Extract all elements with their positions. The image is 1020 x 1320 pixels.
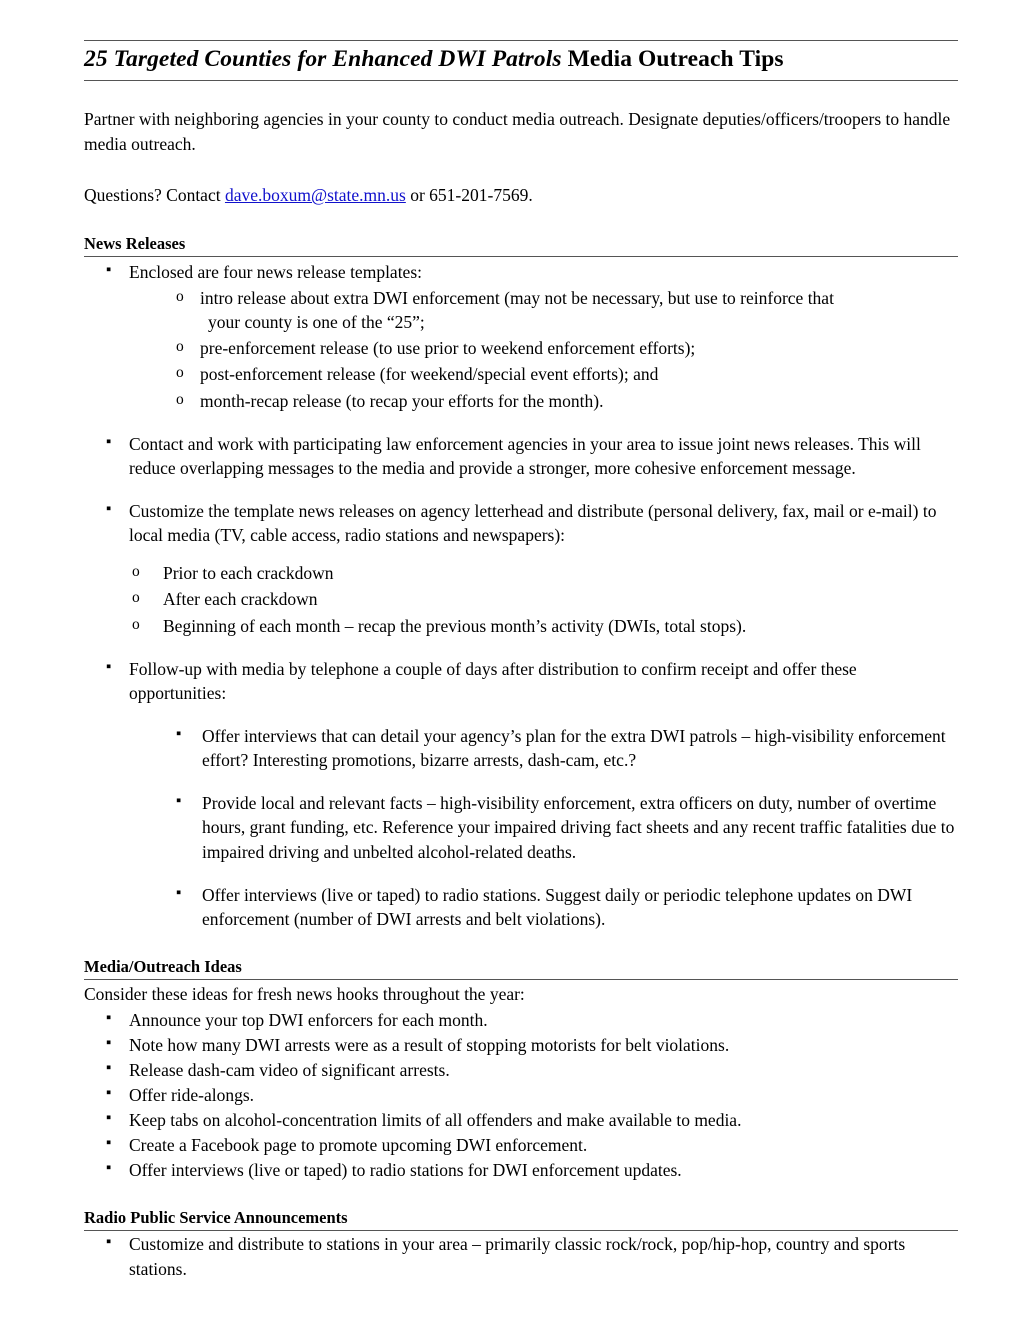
list-item: o Beginning of each month – recap the previous month’s activity (DWIs, total stops). xyxy=(84,614,958,638)
title-top-rule xyxy=(84,40,958,41)
page-title-rest: Media Outreach Tips xyxy=(561,46,784,72)
intro-paragraph: Partner with neighboring agencies in your county to conduct media outreach. Designate deputies/officers/troopers to handle media outreach. xyxy=(84,109,951,155)
radio-psa-list xyxy=(84,1232,958,1280)
list-item: ▪ Customize and distribute to stations in your area – primarily classic rock/rock, pop/hip-hop, country and sports stations. xyxy=(84,1232,958,1280)
list-item: ▪ Create a Facebook page to promote upcoming DWI enforcement. xyxy=(84,1133,958,1157)
template-line-1: intro release about extra DWI enforcement (may not be necessary, but use to reinforce that xyxy=(200,288,834,309)
list-item: ▪ Offer ride-alongs. xyxy=(84,1083,958,1107)
list-item: ▪ Offer interviews that can detail your agency’s plan for the extra DWI patrols – high-visibility enforcement effort? Interesting promotions, bizarre arrests, dash-cam, etc.? xyxy=(84,724,958,772)
contact-paragraph xyxy=(84,183,958,208)
list-item: o pre-enforcement release (to use prior to weekend enforcement efforts); xyxy=(84,336,958,360)
list-item: o month-recap release (to recap your efforts for the month). xyxy=(84,389,958,413)
list-item xyxy=(84,286,958,334)
page-title xyxy=(84,45,958,81)
template-sublist xyxy=(84,286,958,413)
list-item: ▪ Release dash-cam video of significant arrests. xyxy=(84,1058,958,1082)
list-item: o After each crackdown xyxy=(84,587,958,611)
section-heading-media-ideas: Media/Outreach Ideas xyxy=(84,957,958,980)
section-heading-radio-psa: Radio Public Service Announcements xyxy=(84,1208,958,1231)
media-ideas-lead: Consider these ideas for fresh news hooks throughout the year: xyxy=(84,984,525,1004)
followup-bullet xyxy=(84,657,958,705)
list-item: ▪ Announce your top DWI enforcers for each month. xyxy=(84,1008,958,1032)
list-item: ▪ Customize the template news releases on agency letterhead and distribute (personal delivery, fax, mail or e-mail) to local media (TV, cable access, radio stations and newspapers): xyxy=(84,499,958,547)
list-item: ▪ Contact and work with participating law enforcement agencies in your area to issue joint news releases. This will reduce overlapping messages to the media and provide a stronger, more cohesive enforcement message. xyxy=(84,432,958,480)
list-item: o post-enforcement release (for weekend/special event efforts); and xyxy=(84,362,958,386)
followup-opportunities-list xyxy=(84,724,958,931)
contact-email-link[interactable]: dave.boxum@state.mn.us xyxy=(224,185,406,206)
list-item: o Prior to each crackdown xyxy=(84,561,958,585)
list-item: ▪ Keep tabs on alcohol-concentration limits of all offenders and make available to media. xyxy=(84,1108,958,1132)
page-title-italic: 25 Targeted Counties for Enhanced DWI Patrols xyxy=(84,46,562,72)
list-item: ▪ Follow-up with media by telephone a couple of days after distribution to confirm receipt and offer these opportunities: xyxy=(84,657,958,705)
list-item: ▪ Note how many DWI arrests were as a result of stopping motorists for belt violations. xyxy=(84,1033,958,1057)
template-line-2: your county is one of the “25”; xyxy=(208,312,425,333)
list-item: ▪ Offer interviews (live or taped) to radio stations for DWI enforcement updates. xyxy=(84,1158,958,1182)
news-releases-list xyxy=(84,260,958,284)
news-releases-main-bullets xyxy=(84,432,958,548)
list-item: ▪ Enclosed are four news release templates: xyxy=(84,260,958,284)
list-item: ▪ Offer interviews (live or taped) to radio stations. Suggest daily or periodic telephone updates on DWI enforcement (number of DWI arrests and belt violations). xyxy=(84,883,958,931)
contact-suffix: or 651-201-7569. xyxy=(405,185,533,206)
list-item: ▪ Provide local and relevant facts – high-visibility enforcement, extra officers on duty, number of overtime hours, grant funding, etc. Reference your impaired driving fact sheets and any recent traffic fatalities due to impaired driving and unbelted alcohol-related deaths. xyxy=(84,791,958,863)
media-ideas-list xyxy=(84,1008,958,1183)
customize-options-list xyxy=(84,561,958,637)
section-heading-news-releases: News Releases xyxy=(84,234,958,257)
contact-prefix: Questions? Contact xyxy=(84,185,225,206)
